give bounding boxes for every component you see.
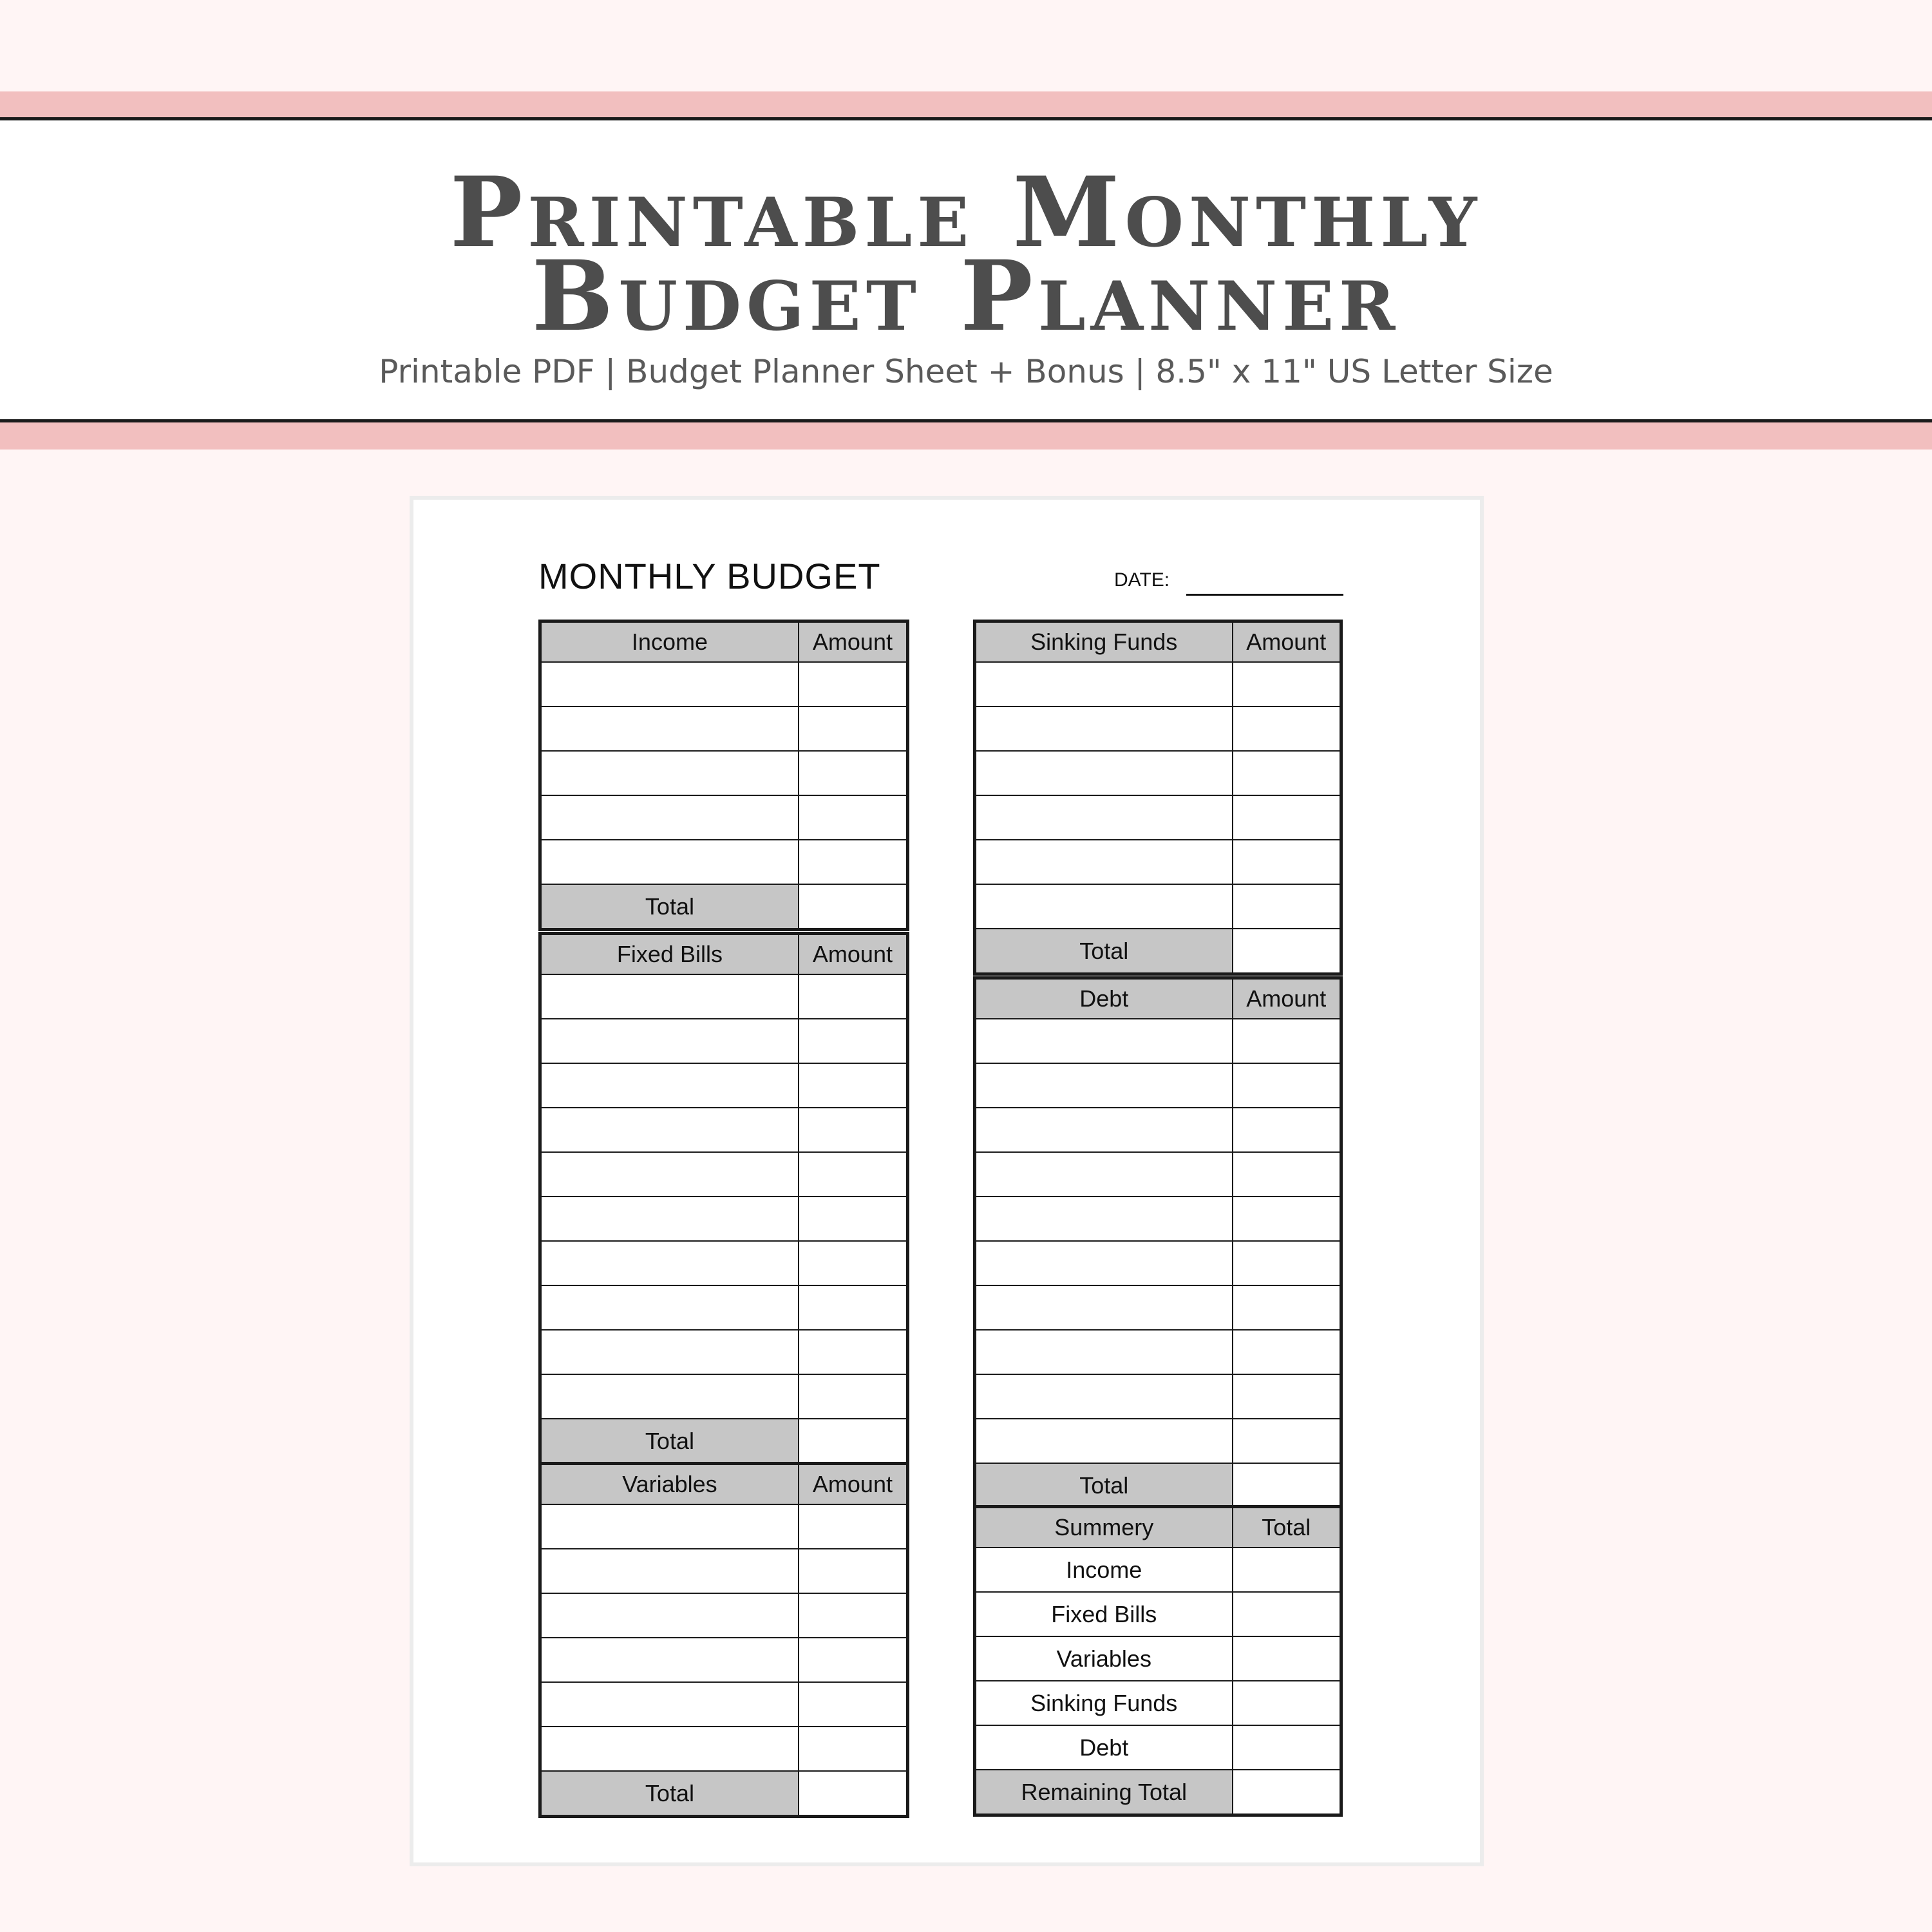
table-header-row [975, 1507, 1341, 1548]
income-entry-cell[interactable] [540, 706, 799, 751]
table-row [540, 1197, 908, 1241]
date-blank-line [1186, 594, 1343, 596]
sinking-funds-entry-cell[interactable] [975, 884, 1233, 929]
fixed-bills-entry-cell[interactable] [540, 1197, 799, 1241]
income-entry-cell[interactable] [540, 795, 799, 840]
income-value-header: Amount [799, 621, 908, 663]
debt-amount-cell[interactable] [1233, 1019, 1341, 1063]
summery-value-cell[interactable] [1233, 1592, 1341, 1636]
variables-amount-cell[interactable] [799, 1638, 908, 1682]
summery-value-cell[interactable] [1233, 1548, 1341, 1592]
sinking-funds-entry-cell[interactable] [975, 795, 1233, 840]
table-row [540, 706, 908, 751]
table-header-row [540, 621, 908, 663]
variables-entry-cell[interactable] [540, 1549, 799, 1593]
fixed-bills-amount-cell[interactable] [799, 1108, 908, 1152]
variables-total-value-cell[interactable] [799, 1771, 908, 1817]
fixed-bills-entry-cell[interactable] [540, 1108, 799, 1152]
table-row [975, 706, 1341, 751]
debt-amount-cell[interactable] [1233, 1419, 1341, 1463]
debt-amount-cell[interactable] [1233, 1330, 1341, 1374]
fixed-bills-amount-cell[interactable] [799, 1241, 908, 1285]
table-total-row [540, 884, 908, 930]
pink-band-bottom [0, 422, 1932, 450]
debt-entry-cell[interactable] [975, 1241, 1233, 1285]
table-row [975, 1241, 1341, 1285]
fixed-bills-entry-cell[interactable] [540, 1374, 799, 1419]
summery-header-label: Summery [975, 1507, 1233, 1548]
fixed-bills-amount-cell[interactable] [799, 1374, 908, 1419]
debt-entry-cell[interactable] [975, 1108, 1233, 1152]
table-row [975, 751, 1341, 795]
summery-row-label: Income [975, 1548, 1233, 1592]
fixed-bills-amount-cell[interactable] [799, 1019, 908, 1063]
fixed-bills-amount-cell[interactable] [799, 1285, 908, 1330]
variables-entry-cell[interactable] [540, 1727, 799, 1771]
sinking-funds-amount-cell[interactable] [1233, 795, 1341, 840]
debt-entry-cell[interactable] [975, 1152, 1233, 1197]
summery-row-label: Variables [975, 1636, 1233, 1681]
debt-total-value-cell[interactable] [1233, 1463, 1341, 1509]
fixed-bills-amount-cell[interactable] [799, 974, 908, 1019]
summery-value-header: Total [1233, 1507, 1341, 1548]
table-row [975, 795, 1341, 840]
date-field [1114, 569, 1170, 595]
table-row [975, 1197, 1341, 1241]
table-row [540, 1504, 908, 1549]
income-amount-cell[interactable] [799, 662, 908, 706]
summery-value-cell[interactable] [1233, 1636, 1341, 1681]
table-row [540, 1019, 908, 1063]
variables-value-header: Amount [799, 1464, 908, 1505]
table-row [975, 884, 1341, 929]
sinking-funds-total-value-cell[interactable] [1233, 929, 1341, 974]
income-total-value-cell[interactable] [799, 884, 908, 930]
table-row [975, 1152, 1341, 1197]
debt-amount-cell[interactable] [1233, 1108, 1341, 1152]
income-amount-cell[interactable] [799, 795, 908, 840]
fixed-bills-entry-cell[interactable] [540, 1330, 799, 1374]
table-row [975, 1636, 1341, 1681]
table-header-row [975, 621, 1341, 663]
debt-value-header: Amount [1233, 978, 1341, 1019]
income-header-label: Income [540, 621, 799, 663]
variables-entry-cell[interactable] [540, 1593, 799, 1638]
fixed-bills-amount-cell[interactable] [799, 1063, 908, 1108]
table-total-row [975, 1770, 1341, 1815]
variables-entry-cell[interactable] [540, 1682, 799, 1727]
table-row [540, 1593, 908, 1638]
summery-row-label: Fixed Bills [975, 1592, 1233, 1636]
table-header-row [540, 1464, 908, 1505]
sinking-funds-total-label: Total [975, 929, 1233, 974]
fixed-bills-value-header: Amount [799, 934, 908, 975]
summery-value-cell[interactable] [1233, 1725, 1341, 1770]
table-row [975, 1592, 1341, 1636]
table-row [540, 974, 908, 1019]
debt-amount-cell[interactable] [1233, 1197, 1341, 1241]
pink-band-top [0, 91, 1932, 117]
table-row [975, 1681, 1341, 1725]
fixed-bills-entry-cell[interactable] [540, 1241, 799, 1285]
sinking-funds-table [973, 620, 1343, 976]
page-subtitle: Printable PDF | Budget Planner Sheet + Bonus | 8.5" x 11" US Letter Size [379, 353, 1553, 390]
variables-amount-cell[interactable] [799, 1593, 908, 1638]
table-row [540, 1241, 908, 1285]
sinking-funds-entry-cell[interactable] [975, 662, 1233, 706]
sinking-funds-amount-cell[interactable] [1233, 706, 1341, 751]
debt-amount-cell[interactable] [1233, 1152, 1341, 1197]
sinking-funds-value-header: Amount [1233, 621, 1341, 663]
table-row [540, 1330, 908, 1374]
table-row [540, 1549, 908, 1593]
fixed-bills-entry-cell[interactable] [540, 1063, 799, 1108]
table-row [975, 1063, 1341, 1108]
sinking-funds-amount-cell[interactable] [1233, 840, 1341, 884]
sinking-funds-amount-cell[interactable] [1233, 884, 1341, 929]
summery-table [973, 1505, 1343, 1817]
title-line-2: Budget Planner [531, 240, 1401, 353]
title-line-1: Printable Monthly [450, 156, 1482, 269]
variables-table [538, 1462, 909, 1818]
table-total-row [975, 1463, 1341, 1509]
table-row [975, 1285, 1341, 1330]
debt-entry-cell[interactable] [975, 1374, 1233, 1419]
table-header-row [540, 934, 908, 975]
table-row [540, 751, 908, 795]
sheet-title: MONTHLY BUDGET [538, 556, 881, 596]
debt-entry-cell[interactable] [975, 1419, 1233, 1463]
debt-header-label: Debt [975, 978, 1233, 1019]
income-amount-cell[interactable] [799, 840, 908, 884]
fixed-bills-amount-cell[interactable] [799, 1197, 908, 1241]
debt-table [973, 976, 1343, 1510]
summery-total-label: Remaining Total [975, 1770, 1233, 1815]
table-row [975, 1108, 1341, 1152]
sinking-funds-amount-cell[interactable] [1233, 751, 1341, 795]
table-row [540, 1638, 908, 1682]
variables-header-label: Variables [540, 1464, 799, 1505]
sinking-funds-header-label: Sinking Funds [975, 621, 1233, 663]
fixed-bills-total-label: Total [540, 1419, 799, 1464]
summery-value-cell[interactable] [1233, 1681, 1341, 1725]
date-label: DATE: [1114, 569, 1170, 591]
table-total-row [975, 929, 1341, 974]
debt-entry-cell[interactable] [975, 1330, 1233, 1374]
table-row [975, 1330, 1341, 1374]
fixed-bills-table [538, 932, 909, 1466]
fixed-bills-entry-cell[interactable] [540, 1019, 799, 1063]
header-banner [0, 117, 1932, 422]
income-total-label: Total [540, 884, 799, 930]
table-row [540, 1108, 908, 1152]
table-row [975, 1419, 1341, 1463]
table-row [540, 1285, 908, 1330]
variables-amount-cell[interactable] [799, 1504, 908, 1549]
fixed-bills-entry-cell[interactable] [540, 974, 799, 1019]
table-row [540, 795, 908, 840]
fixed-bills-header-label: Fixed Bills [540, 934, 799, 975]
debt-entry-cell[interactable] [975, 1019, 1233, 1063]
table-row [975, 1548, 1341, 1592]
table-row [975, 1019, 1341, 1063]
page-title [0, 120, 1932, 353]
income-amount-cell[interactable] [799, 706, 908, 751]
income-amount-cell[interactable] [799, 751, 908, 795]
fixed-bills-entry-cell[interactable] [540, 1285, 799, 1330]
fixed-bills-total-value-cell[interactable] [799, 1419, 908, 1464]
table-total-row [540, 1419, 908, 1464]
table-row [975, 840, 1341, 884]
table-row [975, 662, 1341, 706]
income-entry-cell[interactable] [540, 840, 799, 884]
sinking-funds-entry-cell[interactable] [975, 751, 1233, 795]
income-entry-cell[interactable] [540, 751, 799, 795]
sinking-funds-entry-cell[interactable] [975, 840, 1233, 884]
fixed-bills-amount-cell[interactable] [799, 1330, 908, 1374]
table-row [540, 840, 908, 884]
sinking-funds-amount-cell[interactable] [1233, 662, 1341, 706]
debt-entry-cell[interactable] [975, 1197, 1233, 1241]
sinking-funds-entry-cell[interactable] [975, 706, 1233, 751]
table-row [540, 1063, 908, 1108]
variables-entry-cell[interactable] [540, 1638, 799, 1682]
debt-entry-cell[interactable] [975, 1285, 1233, 1330]
variables-entry-cell[interactable] [540, 1504, 799, 1549]
summery-row-label: Debt [975, 1725, 1233, 1770]
income-table [538, 620, 909, 931]
debt-total-label: Total [975, 1463, 1233, 1509]
summery-total-value-cell[interactable] [1233, 1770, 1341, 1815]
table-row [540, 662, 908, 706]
debt-amount-cell[interactable] [1233, 1063, 1341, 1108]
table-row [540, 1152, 908, 1197]
income-entry-cell[interactable] [540, 662, 799, 706]
debt-entry-cell[interactable] [975, 1063, 1233, 1108]
table-row [540, 1374, 908, 1419]
summery-row-label: Sinking Funds [975, 1681, 1233, 1725]
fixed-bills-amount-cell[interactable] [799, 1152, 908, 1197]
table-row [975, 1374, 1341, 1419]
table-total-row [540, 1771, 908, 1817]
table-row [975, 1725, 1341, 1770]
variables-amount-cell[interactable] [799, 1727, 908, 1771]
fixed-bills-entry-cell[interactable] [540, 1152, 799, 1197]
variables-amount-cell[interactable] [799, 1549, 908, 1593]
table-row [540, 1727, 908, 1771]
table-header-row [975, 978, 1341, 1019]
debt-amount-cell[interactable] [1233, 1241, 1341, 1285]
debt-amount-cell[interactable] [1233, 1285, 1341, 1330]
variables-total-label: Total [540, 1771, 799, 1817]
debt-amount-cell[interactable] [1233, 1374, 1341, 1419]
table-row [540, 1682, 908, 1727]
variables-amount-cell[interactable] [799, 1682, 908, 1727]
